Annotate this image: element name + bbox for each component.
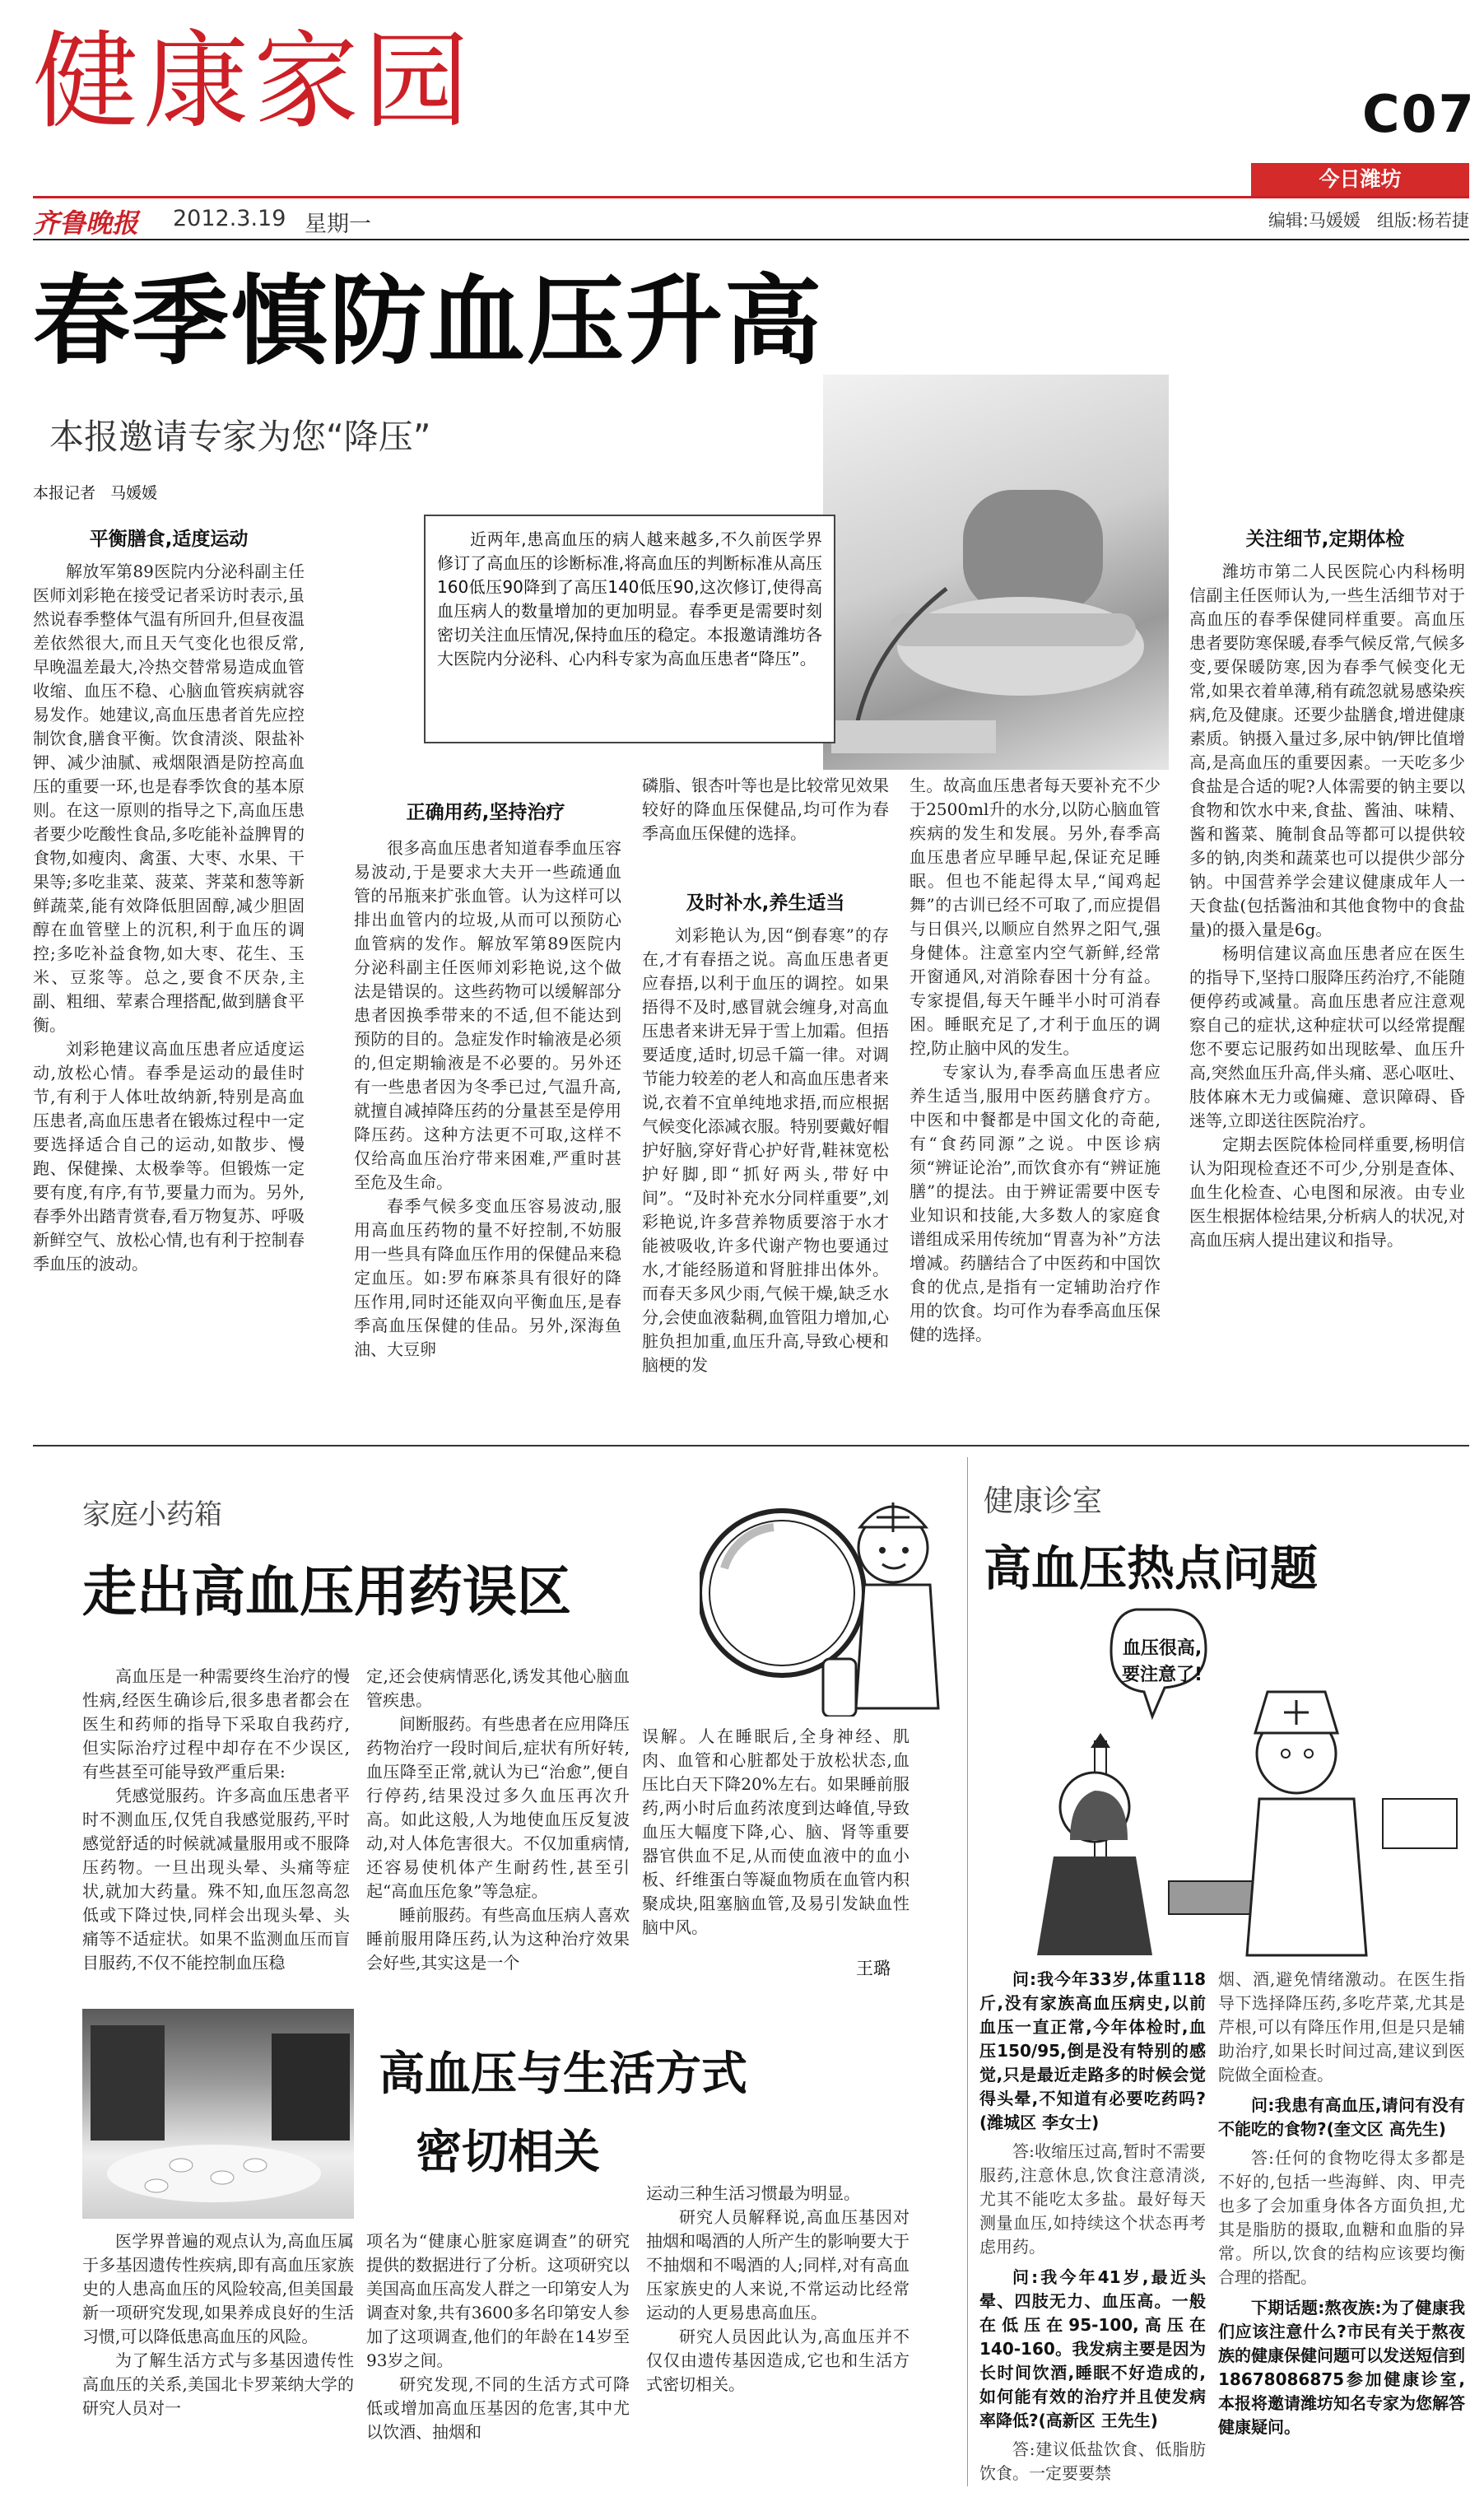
lead-column-1 xyxy=(33,560,305,1276)
lifestyle-paragraph: 项名为“健康心脏家庭调查”的研究提供的数据进行了分析。这项研究以美国高血压高发人群之一印第安人为调查对象,共有3600多名印第安人参加了这项调查,他们的年龄在14岁至93岁之间。 xyxy=(366,2231,630,2370)
date-rule xyxy=(33,239,1469,240)
lead-paragraph: 解放军第89医院内分泌科副主任医师刘彩艳在接受记者采访时表示,虽然说春季整体气温有所回升,但昼夜温差依然很大,而且天气变化也很反常,早晚温差最大,冷热交替常易造成血管收缩、血压不稳、心脑血管疾病就容易发作。她建议,高血压患者首先应控制饮食,膳食平衡。饮食清淡、限盐补钾、减少油腻、戒烟限酒是防控高血压的重要一环,也是春季饮食的基本原则。在这一原则的指导之下,高血压患者要少吃酸性食品,多吃能补益脾胃的食物,如瘦肉、禽蛋、大枣、水果、干果等;多吃韭菜、菠菜、荠菜和葱等新鲜蔬菜,能有效降低胆固醇,减少胆固醇在血管壁上的沉积,利于血压的调控;多吃补益食物,如大枣、花生、玉米、豆浆等。总之,要食不厌杂,主副、粗细、荤素合理搭配,做到膳食平衡。 xyxy=(33,561,305,1035)
lead-paragraph: 很多高血压患者知道春季血压容易波动,于是要求大夫开一些疏通血管的吊瓶来扩张血管。认为这样可以排出血管内的垃圾,从而可以预防心血管病的发作。解放军第89医院内分泌科副主任医师刘彩艳说,这个做法是错误的。这些药物可以缓解部分患者因换季带来的不适,但不能达到预防的目的。急症发作时输液是必须的,但定期输液是不必要的。另外还有一些患者因为冬季已过,气温升高,就擅自减掉降压药的分量甚至是停用降压药。这种方法更不可取,这样不仅给高血压治疗带来困难,严重时甚至危及生命。 xyxy=(354,838,621,1192)
lead-paragraph: 磷脂、银杏叶等也是比较常见效果较好的降血压保健品,均可作为春季高血压保健的选择。 xyxy=(642,776,889,843)
clinic-answer: 答:建议低盐饮食、低脂肪饮食。一定要要禁 xyxy=(979,2439,1206,2483)
lead-byline: 本报记者 马媛媛 xyxy=(33,484,158,502)
page-tag-label: 今日潍坊 xyxy=(1319,167,1402,191)
lead-paragraph: 春季气候多变血压容易波动,服用高血压药物的量不好控制,不妨服用一些具有降血压作用的保健品来稳定血压。如:罗布麻茶具有很好的降压作用,同时还能双向平衡血压,是春季高血压保健的佳品。另外,深海鱼油、大豆卵 xyxy=(354,1196,621,1359)
section-title: 健康家园 xyxy=(33,21,475,143)
lifestyle-paragraph: 研究人员解释说,高血压基因对抽烟和喝酒的人所产生的影响要大于不抽烟和不喝酒的人;同样,对有高血压家族史的人来说,不常运动比经常运动的人更易患高血压。 xyxy=(646,2207,909,2322)
blood-pressure-cuff-icon xyxy=(823,375,1169,770)
drug-column-2 xyxy=(366,1665,630,1975)
page-code: C07 xyxy=(1362,84,1476,144)
drug-column-1 xyxy=(82,1665,350,1975)
lifestyle-headline-line1: 高血压与生活方式 xyxy=(379,2047,747,2101)
drug-headline: 走出高血压用药误区 xyxy=(82,1560,571,1624)
drug-paragraph: 定,还会使病情恶化,诱发其他心脑血管疾患。 xyxy=(366,1666,630,1710)
lifestyle-paragraph: 医学界普遍的观点认为,高血压属于多基因遗传性疾病,即有高血压家族史的人患高血压的风险较高,但美国最新一项研究发现,如果养成良好的生活习惯,可以降低患高血压的风险。 xyxy=(82,2231,354,2346)
lead-headline: 春季慎防血压升高 xyxy=(33,264,824,378)
section-divider xyxy=(33,1445,1469,1447)
clinic-column-label: 健康诊室 xyxy=(984,1484,1103,1518)
doctor-magnifier-cartoon xyxy=(700,1470,955,1717)
speech-bubble-line: 血压很高, xyxy=(1122,1638,1203,1659)
lifestyle-headline-line2: 密切相关 xyxy=(416,2126,600,2179)
blood-pressure-photo xyxy=(823,375,1169,770)
lead-paragraph: 定期去医院体检同样重要,杨明信认为阳现检查还不可少,分别是查体、血生化检查、心电图和尿液。由专业医生根据体检结果,分析病人的状况,对高血压病人提出建议和指导。 xyxy=(1189,1134,1465,1250)
clinic-question: 问:我今年41岁,最近头晕、四肢无力、血压高。一般在低压在95-100,高压在140-160。我发病主要是因为长时间饮酒,睡眠不好造成的,如何能有效的治疗并且使发病率降低?(高新区 王先生) xyxy=(979,2267,1206,2430)
speech-bubble-text xyxy=(1121,1636,1203,1689)
lead-paragraph: 刘彩艳建议高血压患者应适度运动,放松心情。春季是运动的最佳时节,有利于人体吐故纳新,特别是高血压患者,高血压患者在锻炼过程中一定要选择适合自己的运动,如散步、慢跑、保健操、太极拳等。但锻炼一定要有度,有序,有节,要量力而为。另外,春季外出踏青赏春,看万物复苏、呼吸新鲜空气、放松心情,也有利于控制春季血压的波动。 xyxy=(33,1039,305,1274)
clinic-headline: 高血压热点问题 xyxy=(984,1540,1319,1596)
lead-paragraph: 刘彩艳认为,因“倒春寒”的存在,才有春捂之说。高血压患者更应春捂,以利于血压的调控。如果捂得不及时,感冒就会缠身,对高血压患者来讲无异于雪上加霜。但捂要适度,适时,切忌千篇一律。对调节能力较差的老人和高血压患者来说,衣着不宜单纯地求捂,而应根据气候变化添减衣服。特别要戴好帽护好脑,穿好背心护好背,鞋袜宽松护好脚,即“抓好两头,带好中间”。“及时补充水分同样重要”,刘彩艳说,许多营养物质要溶于水才能被吸收,许多代谢产物也要通过水,才能经肠道和肾脏排出体外。而春天多风少雨,气候干燥,缺乏水分,会使血液黏稠,血管阻力增加,心脏负担加重,血压升高,导致心梗和脑梗的发 xyxy=(642,925,889,1375)
lead-paragraph: 生。故高血压患者每天要补充不少于2500ml升的水分,以防心脑血管疾病的发生和发展。另外,春季高血压患者应早睡早起,保证充足睡眠。但也不能起得太早,“闻鸡起舞”的古训已经不可取了,而应提倡与日俱兴,以顺应自然界之阳气,强身健体。注意室内空气新鲜,经常开窗通风,对消除春困十分有益。专家提倡,每天午睡半小时可消春困。睡眠充足了,才利于血压的调控,防止脑中风的发生。 xyxy=(909,776,1161,1058)
lead-subhead-diet: 平衡膳食,适度运动 xyxy=(89,529,249,550)
pill-bottles-icon xyxy=(82,2009,354,2219)
clinic-answer: 答:任何的食物吃得太多都是不好的,包括一些海鲜、肉、甲壳也多了会加重身体各方面负担,尤其是脂肪的摄取,血糖和血脂的异常。所以,饮食的结构应该要均衡合理的搭配。 xyxy=(1218,2148,1465,2287)
lead-paragraph: 专家认为,春季高血压患者应养生适当,服用中医药膳食疗方。中医和中餐都是中国文化的奇葩,有“食药同源”之说。中医诊病须“辨证论治”,而饮食亦有“辨证施膳”的提法。由于辨证需要中医专业知识和技能,大多数人的家庭食谱组成采用传统加“胃喜为补”方法增减。药膳结合了中医药和中国饮食的优点,是指有一定辅助治疗作用的饮食。均可作为春季高血压保健的选择。 xyxy=(909,1062,1161,1344)
paper-name: 齐鲁晚报 xyxy=(33,207,139,239)
lead-subhead-medication: 正确用药,坚持治疗 xyxy=(406,802,565,823)
lifestyle-column-1 xyxy=(82,2229,354,2420)
lifestyle-paragraph: 研究人员因此认为,高血压并不仅仅由遗传基因造成,它也和生活方式密切相关。 xyxy=(646,2327,909,2394)
clinic-answer: 答:收缩压过高,暂时不需要服药,注意休息,饮食注意清淡,尤其不能吃太多盐。最好每天测量血压,如持续这个状态再考虑用药。 xyxy=(979,2141,1206,2257)
masthead-rule xyxy=(33,196,1469,198)
lead-intro-box xyxy=(424,515,835,743)
lead-paragraph: 潍坊市第二人民医院心内科杨明信副主任医师认为,一些生活细节对于高血压的春季保健同样重要。高血压患者要防寒保暖,春季气候反常,气候多变,要保暖防寒,因为春季气候变化无常,如果衣着单薄,稍有疏忽就易感染疾病,危及健康。还要少盐膳食,增进健康素质。钠摄入量过多,尿中钠/钾比值增高,是高血压的重要因素。一天吃多少食盐是合适的呢?人体需要的钠主要以食物和饮水中来,食盐、酱油、味精、酱和酱菜、腌制食品等都可以提供较多的钠,肉类和蔬菜也可以提供少部分钠。中国营养学会建议健康成年人一天食盐(包括酱油和其他食物中的食盐量)的摄入量是6g。 xyxy=(1189,561,1465,939)
lead-column-5 xyxy=(1189,560,1465,1252)
drug-paragraph: 凭感觉服药。许多高血压患者平时不测血压,仅凭自我感觉服药,平时感觉舒适的时候就减量服用或不服降压药物。一旦出现头晕、头痛等症状,就加大药量。殊不知,血压忽高忽低或下降过快,同样会出现头晕、头痛等不适症状。如果不监测血压而盲目服药,不仅不能控制血压稳 xyxy=(82,1786,350,1973)
editor-credits: 编辑:马媛媛 组版:杨若捷 xyxy=(1268,211,1469,231)
clinic-qa-left xyxy=(979,1968,1206,2485)
lead-paragraph: 杨明信建议高血压患者应在医生的指导下,坚持口服降压药治疗,不能随便停药或减量。高血压患者应注意观察自己的症状,这种症状可以经常提醒您不要忘记服药如出现眩晕、血压升高,突然血压升高,伴头痛、恶心呕吐、肢体麻木无力或偏瘫、意识障碍、昏迷等,立即送往医院治疗。 xyxy=(1189,943,1465,1130)
drug-paragraph: 间断服药。有些患者在应用降压药物治疗一段时间后,症状有所好转,血压降至正常,就认为已“治愈”,便自行停药,结果没过多久血压再次升高。如此这般,人为地使血压反复波动,对人体危害很大。不仅加重病情,还容易使机体产生耐药性,甚至引起“高血压危象”等急症。 xyxy=(366,1714,630,1901)
clinic-cartoon xyxy=(1021,1601,1465,1959)
clinic-qa-right xyxy=(1218,1968,1465,2439)
clinic-question: 问:我患有高血压,请问有没有不能吃的食物?(奎文区 高先生) xyxy=(1218,2095,1465,2139)
drug-author: 王璐 xyxy=(856,1959,891,1978)
doctor-patient-icon xyxy=(1021,1601,1465,1959)
lifestyle-paragraph: 研究发现,不同的生活方式可降低或增加高血压基因的危害,其中尤以饮酒、抽烟和 xyxy=(366,2374,630,2442)
issue-weekday: 星期一 xyxy=(305,212,371,237)
lead-column-3 xyxy=(642,924,889,1377)
doctor-magnifier-icon xyxy=(700,1470,955,1717)
drug-paragraph: 高血压是一种需要终生治疗的慢性病,经医生确诊后,很多患者都会在医生和药师的指导下采取自我药疗,但实际治疗过程中却存在不少误区,有些甚至可能导致严重后果: xyxy=(82,1666,350,1782)
lifestyle-paragraph: 为了解生活方式与多基因遗传性高血压的关系,美国北卡罗莱纳大学的研究人员对一 xyxy=(82,2350,354,2418)
drug-column-3 xyxy=(642,1725,909,1940)
lead-column-4 xyxy=(909,774,1161,1347)
lifestyle-column-3 xyxy=(646,2182,909,2397)
lead-subheadline: 本报邀请专家为您“降压” xyxy=(49,417,431,457)
lifestyle-paragraph: 运动三种生活习惯最为明显。 xyxy=(646,2183,860,2203)
lead-subhead-checkup: 关注细节,定期体检 xyxy=(1245,529,1405,550)
column-divider xyxy=(967,1457,968,2486)
drug-paragraph: 睡前服药。有些高血压病人喜欢睡前服用降压药,认为这种治疗效果会好些,其实这是一个 xyxy=(366,1905,630,1973)
drug-column-label: 家庭小药箱 xyxy=(82,1498,222,1531)
page-tag-badge xyxy=(1251,163,1469,196)
lead-intro-text: 近两年,患高血压的病人越来越多,不久前医学界修订了高血压的诊断标准,将高血压的判断标准从高压160低压90降到了高压140低压90,这次修订,使得高血压病人的数量增加的更加明显。春季更是需要时刻密切关注血压情况,保持血压的稳定。本报邀请潍坊各大医院内分泌科、心内科专家为高血压患者“降压”。 xyxy=(437,529,822,669)
clinic-question: 问:我今年33岁,体重118斤,没有家族高血压病史,以前血压一直正常,今年体检时,血压150/95,倒是没有特别的感觉,只是最近走路多的时候会觉得头晕,不知道有必要吃药吗?(潍城区 李女士) xyxy=(979,1969,1206,2132)
lead-subhead-hydration: 及时补水,养生适当 xyxy=(686,892,845,914)
next-topic-notice: 下期话题:熬夜族:为了健康我们应该注意什么?市民有关于熬夜族的健康保健问题可以发送短信到18678086875参加健康诊室,本报将邀请潍坊知名专家为您解答健康疑问。 xyxy=(1218,2298,1465,2437)
lead-column-2 xyxy=(354,836,621,1362)
speech-bubble-line: 要注意了! xyxy=(1121,1665,1203,1685)
lead-column-3a xyxy=(642,774,889,846)
issue-date: 2012.3.19 xyxy=(173,206,286,231)
clinic-answer: 烟、酒,避免情绪激动。在医生指导下选择降压药,多吃芹菜,尤其是芹根,可以有降压作用,但是只是辅助治疗,如果长时间过高,建议到医院做全面检查。 xyxy=(1218,1969,1465,2085)
drug-paragraph: 误解。人在睡眠后,全身神经、肌肉、血管和心脏都处于放松状态,血压比白天下降20%左右。如果睡前服药,两小时后血药浓度到达峰值,导致血压大幅度下降,心、脑、肾等重要器官供血不足,从而使血液中的血小板、纤维蛋白等凝血物质在血管内积聚成块,阻塞脑血管,及易引发缺血性脑中风。 xyxy=(642,1726,909,1937)
pills-photo xyxy=(82,2009,354,2219)
lifestyle-column-2 xyxy=(366,2229,630,2444)
